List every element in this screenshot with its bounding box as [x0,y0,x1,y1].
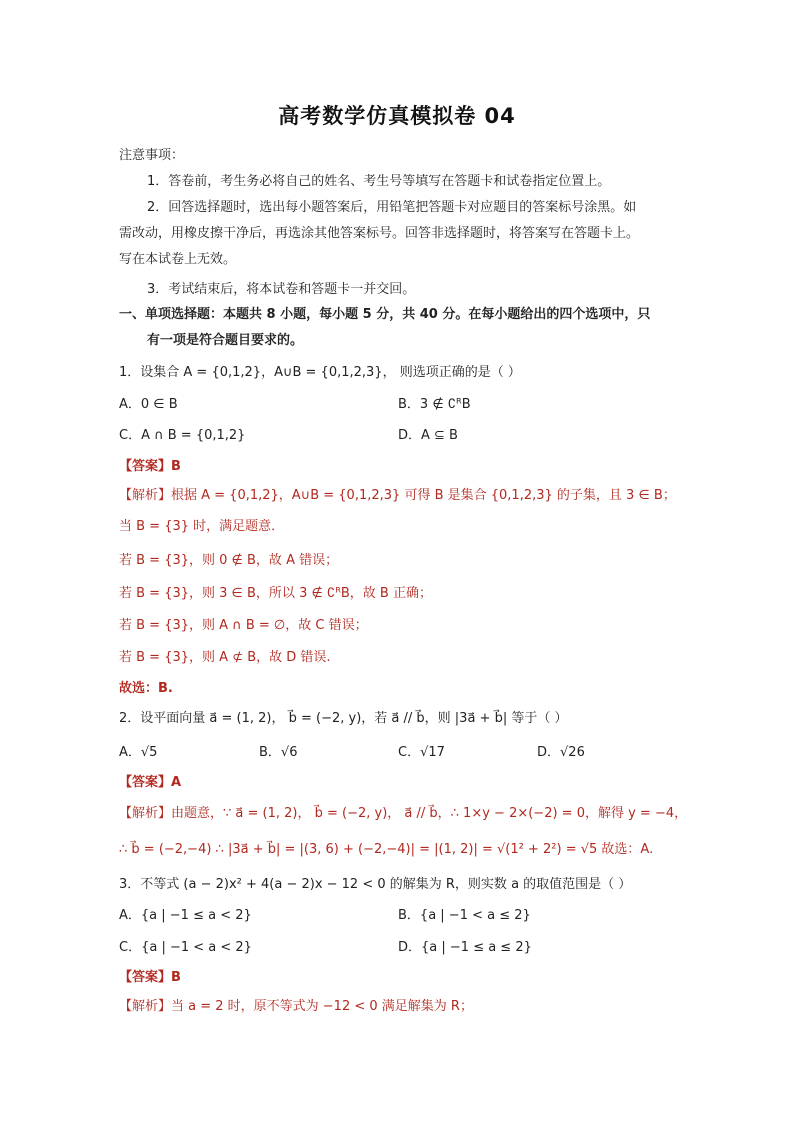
question-3-answer: 【答案】B [119,970,181,985]
question-1-analysis-4: 若 B = {3}，则 3 ∈ B，所以 3 ∉ ∁ᴿB，故 B 正确； [119,586,432,601]
question-2-option-c: C．√17 [398,745,445,760]
notice-item-1: 1．答卷前，考生务必将自己的姓名、考生号等填写在答题卡和试卷指定位置上。 [147,174,611,189]
notice-heading: 注意事项： [119,148,185,163]
question-3-option-a: A．{a | −1 ≤ a < 2} [119,908,252,923]
question-1-analysis-6: 若 B = {3}，则 A ⊄ B，故 D 错误. [119,650,331,665]
question-2-option-a: A．√5 [119,745,158,760]
question-1-analysis-1: 【解析】根据 A = {0,1,2}，A∪B = {0,1,2,3} 可得 B 是集合 {0,1,2,3} 的子集，且 3 ∈ B； [119,488,676,503]
question-3-option-c: C．{a | −1 < a < 2} [119,940,252,955]
question-1-answer: 【答案】B [119,459,181,474]
question-2-analysis-2: ∴ b⃗ = (−2,−4) ∴ |3a⃗ + b⃗| = |(3, 6) + (−2,−4)| = |(1, 2)| = √(1² + 2²) = √5 故选：A. [119,842,654,857]
question-3-option-d: D．{a | −1 ≤ a ≤ 2} [398,940,532,955]
question-2-option-d: D．√26 [537,745,585,760]
question-1-option-d: D．A ⊆ B [398,428,458,443]
page-title: 高考数学仿真模拟卷 04 [278,104,516,128]
question-2-option-b: B．√6 [259,745,298,760]
question-2-analysis-1: 【解析】由题意，∵ a⃗ = (1, 2)， b⃗ = (−2, y)， a⃗ // b⃗，∴ 1×y − 2×(−2) = 0，解得 y = −4， [119,806,688,821]
question-1-analysis-3: 若 B = {3}，则 0 ∉ B，故 A 错误； [119,553,339,568]
question-1-conclusion: 故选：B. [119,681,173,696]
notice-item-2-line-1: 2．回答选择题时，选出每小题答案后，用铅笔把答题卡对应题目的答案标号涂黑。如 [147,200,637,215]
question-3-stem: 3．不等式 (a − 2)x² + 4(a − 2)x − 12 < 0 的解集为 R，则实数 a 的取值范围是（ ） [119,877,632,892]
section-heading-line-1: 一、单项选择题：本题共 8 小题，每小题 5 分，共 40 分。在每小题给出的四个选项中，只 [119,307,651,322]
question-3-option-b: B．{a | −1 < a ≤ 2} [398,908,531,923]
question-1-option-b: B．3 ∉ ∁ᴿB [398,397,471,412]
question-1-analysis-2: 当 B = {3} 时，满足题意． [119,519,285,534]
question-1-analysis-5: 若 B = {3}，则 A ∩ B = ∅，故 C 错误； [119,618,368,633]
section-heading-line-2: 有一项是符合题目要求的。 [147,333,304,348]
question-2-answer: 【答案】A [119,775,182,790]
question-1-option-c: C．A ∩ B = {0,1,2} [119,428,246,443]
notice-item-3: 3．考试结束后，将本试卷和答题卡一并交回。 [147,282,416,297]
question-1-option-a: A．0 ∈ B [119,397,178,412]
notice-item-2-line-2: 需改动，用橡皮擦干净后，再选涂其他答案标号。回答非选择题时，将答案写在答题卡上。 [119,226,640,241]
question-3-analysis-1: 【解析】当 a = 2 时，原不等式为 −12 < 0 满足解集为 R； [119,999,473,1014]
question-2-stem: 2．设平面向量 a⃗ = (1, 2)， b⃗ = (−2, y)，若 a⃗ // b⃗，则 |3a⃗ + b⃗| 等于（ ） [119,711,568,726]
question-1-stem: 1．设集合 A = {0,1,2}，A∪B = {0,1,2,3}， 则选项正确的是（ ） [119,365,521,380]
notice-item-2-line-3: 写在本试卷上无效。 [119,252,237,267]
